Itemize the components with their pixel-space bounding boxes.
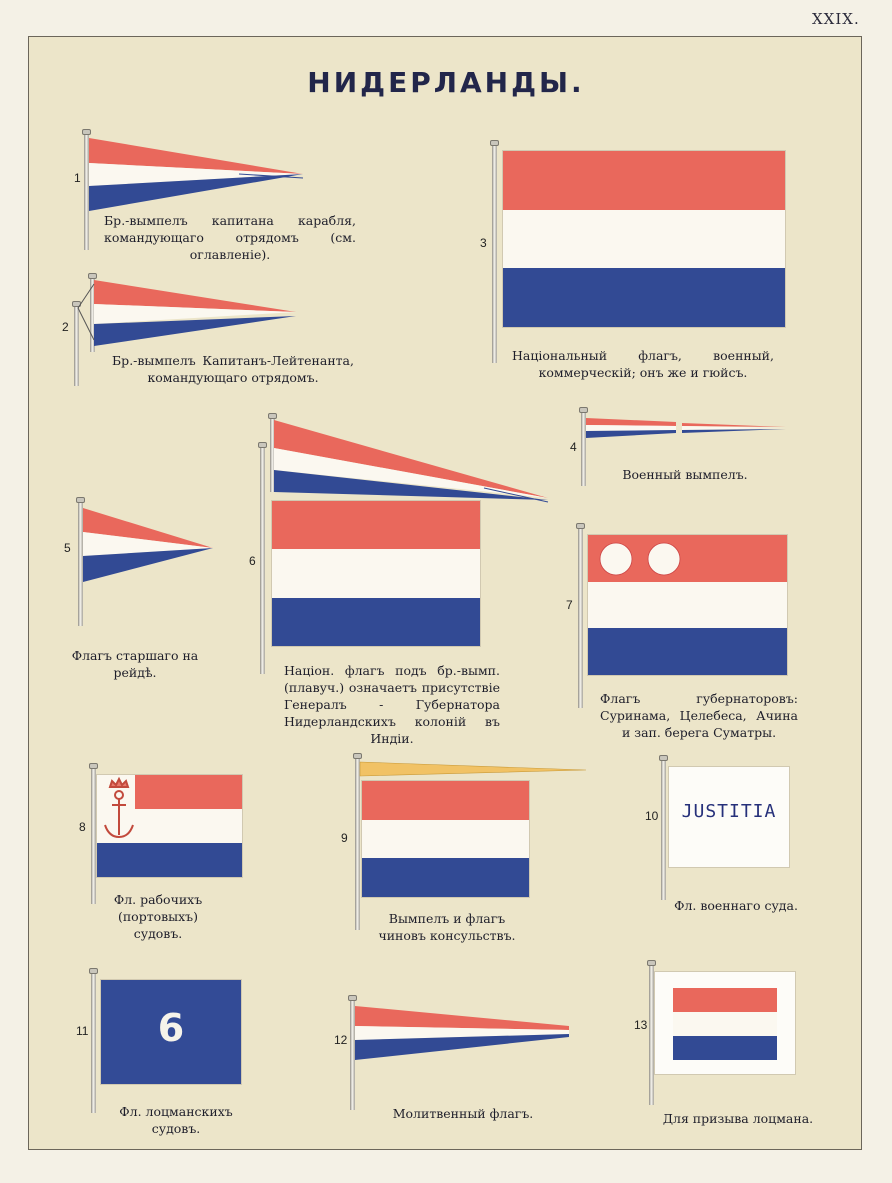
pilot-number-text: 6 xyxy=(157,1006,185,1050)
item-number-6: 6 xyxy=(249,554,256,568)
item-number-13: 13 xyxy=(634,1018,648,1032)
caption-8: Фл. рабочихъ (портовыхъ) судовъ. xyxy=(113,892,203,941)
item-number-7: 7 xyxy=(566,598,573,612)
item-number-1: 1 xyxy=(74,171,81,185)
caption-1: Бр.-вымпелъ капитана карабля, командующаго отрядомъ (см. оглавленіе). xyxy=(104,213,356,262)
plate-number: XXIX. xyxy=(812,10,860,28)
senior-officer-pennant-5 xyxy=(83,508,223,588)
caption-13: Для призыва лоцмана. xyxy=(662,1111,814,1126)
caption-11: Фл. лоцманскихъ судовъ. xyxy=(119,1104,233,1136)
national-flag-3 xyxy=(503,151,785,327)
item-number-4: 4 xyxy=(570,440,577,454)
broad-pennant-6 xyxy=(274,420,564,510)
caption-10: Фл. военнаго суда. xyxy=(674,898,798,913)
caption-6: Націон. флагъ подъ бр.-вымп. (плавуч.) означаетъ присутствіе Генералъ - Губернатора Нидерландскихъ колоній въ Индіи. xyxy=(284,663,500,746)
pennant-1 xyxy=(89,138,309,218)
item-number-9: 9 xyxy=(341,831,348,845)
pilot-flag-11 xyxy=(101,980,241,1084)
caption-9: Вымпелъ и флагъ чиновъ консульствъ. xyxy=(378,911,516,943)
item-number-3: 3 xyxy=(480,236,487,250)
caption-12: Молитвенный флагъ. xyxy=(392,1106,534,1121)
swallowtail-pennant-2 xyxy=(78,280,298,350)
item-number-2: 2 xyxy=(62,320,69,334)
caption-7: Флагъ губернаторовъ: Суринама, Целебеса, Ачина и зап. берега Суматры. xyxy=(600,691,798,740)
page-title: НИДЕРЛАНДЫ. xyxy=(307,66,585,99)
caption-4: Военный вымпелъ. xyxy=(622,467,748,482)
national-flag-6 xyxy=(272,501,480,646)
war-pennant-4 xyxy=(586,418,796,442)
governor-balls-icon xyxy=(598,540,688,580)
caption-2: Бр.-вымпелъ Капитанъ-Лейтенанта, командующаго отрядомъ. xyxy=(112,353,354,385)
item-number-11: 11 xyxy=(76,1024,89,1038)
court-martial-flag-10 xyxy=(669,767,789,867)
pilot-call-flag-13 xyxy=(655,972,795,1074)
consular-pennant-9 xyxy=(360,762,590,782)
church-pennant-12 xyxy=(355,1006,575,1066)
crowned-anchor-icon xyxy=(97,775,137,845)
caption-3: Національный флагъ, военный, коммерческій; онъ же и гюйсъ. xyxy=(512,348,774,380)
caption-5: Флагъ старшаго на рейдѣ. xyxy=(71,648,199,680)
justitia-text: JUSTITIA xyxy=(681,801,777,822)
item-number-8: 8 xyxy=(79,820,86,834)
item-number-12: 12 xyxy=(334,1033,348,1047)
inner-tricolour-13 xyxy=(673,988,777,1060)
item-number-10: 10 xyxy=(645,809,659,823)
consular-flag-9 xyxy=(362,781,529,897)
item-number-5: 5 xyxy=(64,541,71,555)
